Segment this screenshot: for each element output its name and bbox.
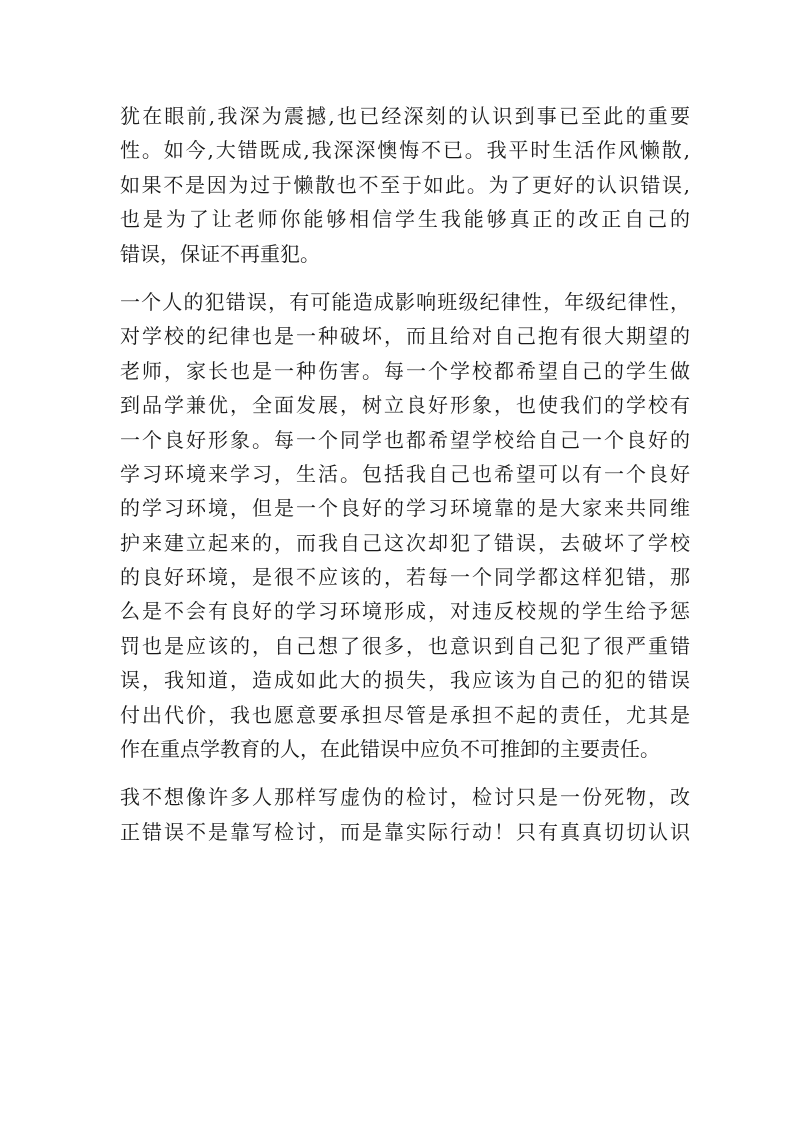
text-line: 一个人的犯错误，有可能造成影响班级纪律性，年级纪律性， [120, 289, 690, 314]
text-line: 到品学兼优，全面发展，树立良好形象，也使我们的学校有 [120, 393, 690, 418]
text-line: 犹在眼前,我深为震撼,也已经深刻的认识到事已至此的重要 [120, 104, 690, 128]
paragraph-2 [120, 285, 690, 766]
body-text [120, 99, 690, 863]
text-line: 性。如今,大错既成,我深深懊悔不已。我平时生活作风懒散, [120, 138, 690, 163]
text-line: 的良好环境，是很不应该的，若每一个同学都这样犯错，那 [120, 565, 690, 590]
text-line: 也是为了让老师你能够相信学生我能够真正的改正自己的 [120, 207, 690, 232]
paragraph-1 [120, 99, 690, 271]
text-line: 作在重点学教育的人，在此错误中应负不可推卸的主要责任。 [120, 737, 660, 762]
text-line: 如果不是因为过于懒散也不至于如此。为了更好的认识错误, [120, 172, 690, 197]
text-line: 罚也是应该的，自己想了很多，也意识到自己犯了很严重错 [120, 633, 690, 658]
text-line: 错误，保证不再重犯。 [120, 241, 320, 266]
paragraph-3 [120, 780, 690, 849]
text-line: 么是不会有良好的学习环境形成，对违反校规的学生给予惩 [120, 599, 690, 624]
text-line: 我不想像许多人那样写虚伪的检讨，检讨只是一份死物，改 [120, 785, 690, 810]
text-line: 付出代价，我也愿意要承担尽管是承担不起的责任，尤其是 [120, 702, 690, 727]
text-line: 护来建立起来的，而我自己这次却犯了错误，去破坏了学校 [120, 530, 690, 555]
text-line: 老师，家长也是一种伤害。每一个学校都希望自己的学生做 [120, 358, 690, 383]
text-line: 一个良好形象。每一个同学也都希望学校给自己一个良好的 [120, 427, 690, 452]
text-line: 学习环境来学习，生活。包括我自己也希望可以有一个良好 [120, 461, 690, 486]
text-line: 的学习环境，但是一个良好的学习环境靠的是大家来共同维 [120, 496, 690, 521]
text-line: 误，我知道，造成如此大的损失，我应该为自己的犯的错误 [120, 668, 690, 693]
text-line: 对学校的纪律也是一种破坏，而且给对自己抱有很大期望的 [120, 324, 690, 349]
text-line: 正错误不是靠写检讨，而是靠实际行动！只有真真切切认识 [120, 819, 690, 844]
